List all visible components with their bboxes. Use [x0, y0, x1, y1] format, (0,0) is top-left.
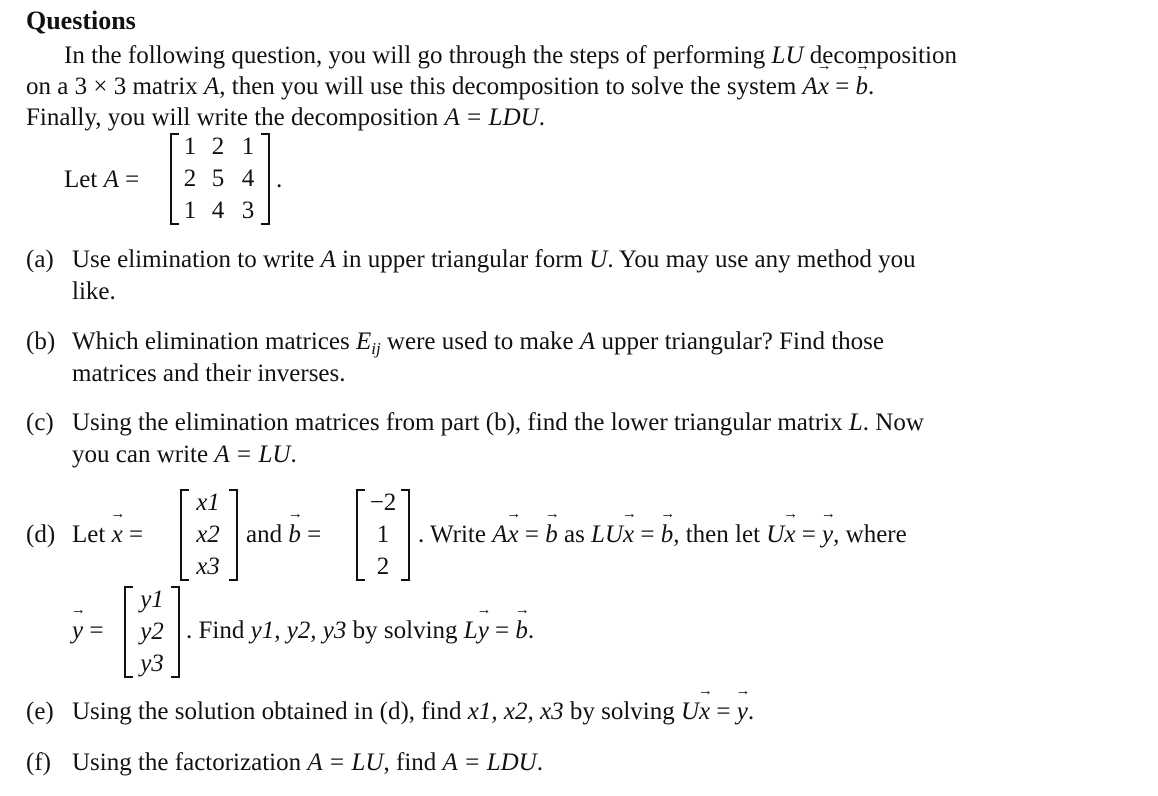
part-text: by solving: [569, 698, 675, 725]
period: .: [868, 73, 875, 100]
intro-math-a: A: [203, 73, 220, 100]
vector-entry: 1: [376, 521, 390, 548]
period: .: [747, 698, 755, 725]
vector-entry: x2: [196, 521, 220, 548]
part-text: , find: [383, 749, 437, 776]
matrix-cell: 3: [241, 197, 255, 224]
part-d-and: [246, 521, 321, 549]
part-text: . Write: [418, 521, 486, 548]
part-text: . Now: [862, 409, 924, 436]
part-e-label: (e): [26, 698, 54, 725]
matrix-name: A: [103, 166, 119, 193]
vector-x: → x: [112, 521, 123, 549]
and-label: and: [246, 521, 283, 548]
part-f-label: (f): [26, 749, 51, 776]
vector-x: → x: [818, 73, 829, 101]
part-text: were used to make: [386, 328, 574, 355]
equals-sign: =: [89, 617, 104, 644]
math-l: L: [848, 409, 863, 436]
part-b-label: (b): [26, 328, 56, 355]
part-text: , where: [833, 521, 907, 548]
vector-b: → b: [856, 73, 869, 101]
matrix-cell: 2: [211, 133, 225, 160]
matrix-cell: 5: [211, 165, 225, 192]
part-text: Which elimination matrices: [72, 328, 350, 355]
math-lu: LU: [591, 521, 624, 548]
matrix-cell: 2: [183, 165, 197, 192]
math-a: A: [492, 521, 508, 548]
intro-text-tail: decomposition: [809, 42, 957, 69]
matrix-cell: 1: [241, 133, 255, 160]
part-text: Use elimination to write: [72, 246, 315, 273]
part-text: upper triangular? Find those: [601, 328, 885, 355]
equals-sign: =: [640, 521, 655, 548]
part-a-line-1: [72, 246, 916, 274]
part-text: you can write: [72, 441, 209, 468]
vector-y: → y: [478, 617, 489, 645]
math-e: E: [355, 328, 372, 355]
vector-entry: y2: [140, 618, 164, 645]
part-text: as: [563, 521, 585, 548]
intro-text: , then you will use this decomposition to solve the system: [219, 73, 797, 100]
part-text: . Find: [186, 617, 245, 644]
right-bracket: [261, 133, 270, 225]
vector-entry: x3: [196, 553, 220, 580]
vector-y: → y: [737, 698, 748, 726]
y-definition: [72, 617, 103, 645]
intro-math-lu: LU: [771, 42, 804, 69]
vector-b: → b: [515, 617, 528, 645]
part-b-line-1: [72, 328, 884, 359]
intro-line-3: [26, 104, 545, 132]
intro-line-2: [26, 73, 874, 101]
intro-math-a: A: [802, 73, 818, 100]
matrix-a: [170, 133, 270, 225]
part-d-write: [418, 521, 907, 549]
period: .: [527, 617, 535, 644]
vector-b-column: [356, 489, 410, 581]
vector-y: → y: [72, 617, 83, 645]
page-title: Questions: [26, 6, 136, 35]
part-e-line: [72, 698, 754, 726]
let-label: Let: [72, 521, 106, 548]
right-bracket: [401, 489, 410, 581]
part-c-line-1: [72, 409, 924, 437]
part-d-label: (d): [26, 521, 56, 548]
math-variables: x1, x2, x3: [467, 698, 564, 725]
math-variables: y1, y2, y3: [250, 617, 347, 644]
equals-sign: =: [524, 521, 539, 548]
math-a-lu: A = LU: [307, 749, 384, 776]
part-d-find: [186, 617, 534, 645]
right-bracket: [229, 489, 238, 581]
equals-sign: =: [495, 617, 510, 644]
vector-x: → x: [784, 521, 795, 549]
part-f-line: [72, 749, 543, 777]
vector-x: → x: [699, 698, 710, 726]
let-label: Let: [64, 166, 98, 193]
intro-text: on a 3 × 3 matrix: [26, 73, 198, 100]
part-text: Using the factorization: [72, 749, 302, 776]
vector-entry: y3: [140, 650, 164, 677]
vector-x: → x: [623, 521, 634, 549]
math-u: U: [589, 246, 608, 273]
part-text: by solving: [352, 617, 458, 644]
part-b-line-2: matrices and their inverses.: [72, 360, 346, 387]
equals-sign: =: [128, 521, 144, 548]
matrix-cell: 1: [183, 133, 197, 160]
vector-b: → b: [545, 521, 558, 549]
math-subscript: ij: [371, 339, 381, 358]
vector-y: → y: [822, 521, 833, 549]
vector-entry: 2: [376, 553, 390, 580]
part-text: Using the solution obtained in (d), find: [72, 698, 462, 725]
equals-sign: =: [716, 698, 731, 725]
vector-x-column: [180, 489, 238, 581]
period: .: [536, 749, 543, 776]
right-bracket: [171, 586, 180, 678]
math-l: L: [463, 617, 478, 644]
math-a-lu: A = LU: [214, 441, 291, 468]
equals-sign: =: [801, 521, 816, 548]
equals-sign: =: [828, 73, 856, 100]
period: .: [276, 166, 283, 193]
part-c-label: (c): [26, 409, 54, 436]
equals-sign: =: [125, 166, 140, 193]
math-a: A: [320, 246, 336, 273]
part-c-line-2: [72, 441, 297, 469]
math-u: U: [680, 698, 700, 725]
intro-math-ldu: A = LDU: [444, 104, 539, 131]
math-a: A: [579, 328, 596, 355]
period: .: [290, 441, 297, 468]
vector-entry: y1: [140, 586, 164, 613]
part-text: Using the elimination matrices from part (b), find the lower triangular matrix: [72, 409, 843, 436]
part-text: in upper triangular form: [342, 246, 583, 273]
vector-entry: −2: [369, 489, 397, 516]
matrix-a-label: [64, 166, 139, 194]
part-a-line-2: like.: [72, 278, 116, 305]
part-text: , then let: [673, 521, 761, 548]
math-a-ldu: A = LDU: [442, 749, 537, 776]
vector-y-column: [124, 586, 180, 678]
matrix-cell: 4: [241, 165, 255, 192]
vector-x: → x: [508, 521, 519, 549]
equals-sign: =: [307, 521, 322, 548]
part-text: . You may use any method you: [607, 246, 916, 273]
matrix-cell: 1: [183, 197, 197, 224]
part-d-let: [72, 521, 143, 549]
vector-b: → b: [288, 521, 301, 549]
part-a-label: (a): [26, 246, 54, 273]
matrix-cell: 4: [211, 197, 225, 224]
vector-b: → b: [661, 521, 674, 549]
intro-text: In the following question, you will go through the steps of performing: [64, 42, 766, 69]
vector-entry: x1: [196, 489, 220, 516]
math-u: U: [766, 521, 785, 548]
period: .: [538, 104, 545, 131]
intro-text: Finally, you will write the decomposition: [26, 104, 439, 131]
